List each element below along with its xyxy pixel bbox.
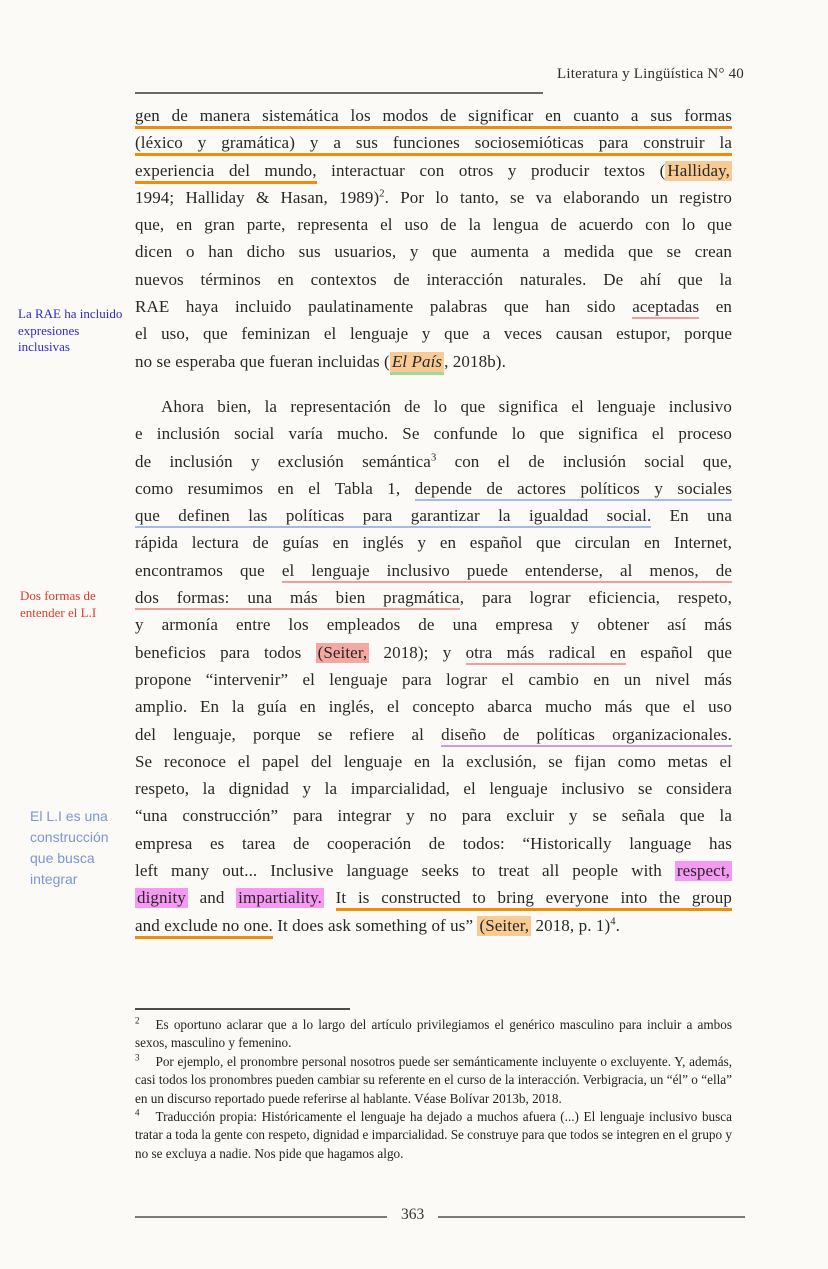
annotated-text-hl-magenta: impartiality. [238, 888, 322, 908]
text-line: del lenguaje, porque se refiere al diseño de políticas organizacionales. [135, 725, 732, 752]
annotated-text-u-orange: experiencia del mundo, [135, 161, 317, 184]
text-line: que, en gran parte, representa el uso de la lengua de acuerdo con lo que [135, 215, 732, 235]
annotated-text-u-purple: diseño de políticas organizacionales. [441, 725, 732, 747]
footnote-text: Por ejemplo, el pronombre personal nosotros puede ser semánticamente incluyente o excluyente. Y, además, casi todos los pronombres pueden cambiar su referente en el curso de la interacción. Verbigracia, un “él” o “ella” en un discurso reportado puede referirse al hablante. Véase Bolívar 2013b, 2018. [135, 1053, 732, 1106]
text-line: propone “intervenir” el lenguaje para lograr el cambio en un nivel más [135, 669, 732, 689]
footnote-number: 4 [135, 1107, 140, 1118]
text-line: e inclusión social varía mucho. Se confunde lo que significa el proceso [135, 424, 732, 444]
text-line: y armonía entre los empleados de una empresa y obtener así más [135, 615, 732, 635]
annotated-text-u-pink: aceptadas [632, 297, 699, 319]
annotated-text-u-orange: (léxico y gramática) y a sus funciones sociosemióticas para construir la [135, 133, 732, 156]
annotated-text-hl-pink: (Seiter, [317, 642, 368, 662]
text-line: el uso, que feminizan el lenguaje y que a veces causan estupor, porque [135, 324, 732, 344]
text-line: left many out... Inclusive language seeks to treat all people with respect, [135, 861, 730, 881]
paragraph [135, 397, 732, 943]
text-line: dignity and impartiality. It is constructed to bring everyone into the group [135, 888, 732, 915]
footnote-reference: 2 [379, 188, 385, 200]
margin-note-construccion: El L.I es una construcción que busca integrar [30, 808, 109, 887]
text-line: beneficios para todos (Seiter, 2018); y otra más radical en español que [135, 643, 732, 670]
text-line: “una construcción” para integrar y no para excluir y se señala que la [135, 806, 732, 826]
footnote-text: Es oportuno aclarar que a lo largo del artículo privilegiamos el genérico masculino para incluir a ambos sexos, masculino y femenino. [135, 1017, 732, 1051]
body-text [135, 106, 732, 943]
text-line: 1994; Halliday & Hasan, 1989)$^2$. Por lo tanto, se va elaborando un registro [135, 187, 732, 207]
text-line: and exclude no one. It does ask something of us” (Seiter, 2018, p. 1)$^4$. [135, 916, 732, 943]
annotated-text-u-orange: and exclude no one. [135, 916, 273, 939]
text-line: respeto, la dignidad y la imparcialidad, el lenguaje inclusivo se considera [135, 779, 732, 799]
text-line: empresa es tarea de cooperación de todos: “Historically language has [135, 833, 732, 853]
text-line: RAE haya incluido paulatinamente palabras que han sido aceptadas en [135, 297, 732, 324]
annotated-text-hl-magenta: respect, [676, 861, 730, 881]
footer-rule-left [135, 1216, 387, 1218]
footnote-reference: 4 [610, 915, 616, 927]
annotated-text-hl-orange: Halliday, [667, 160, 731, 180]
annotated-text-u-pink: otra más radical en [466, 643, 626, 665]
footnotes [135, 1016, 732, 1163]
text-line: dicen o han dicho sus usuarios, y que aumenta a medida que se crean [135, 242, 732, 262]
annotated-text-elpais: El País [390, 352, 444, 375]
text-line: como resumimos en el Tabla 1, depende de actores políticos y sociales [135, 479, 732, 506]
annotated-text-hl-magenta: dignity [137, 888, 186, 908]
annotated-text-u-orange: It is constructed to bring everyone into the group [336, 888, 732, 911]
text-line: de inclusión y exclusión semántica$^3$ con el de inclusión social que, [135, 451, 732, 471]
footnote [135, 1053, 732, 1108]
page-number: 363 [401, 1206, 425, 1223]
text-line: encontramos que el lenguaje inclusivo puede entenderse, al menos, de [135, 561, 732, 588]
text-line: Ahora bien, la representación de lo que significa el lenguaje inclusivo [161, 396, 732, 416]
annotated-text-u-blue: que definen las políticas para garantizar la igualdad social. [135, 506, 651, 528]
footnote-separator [135, 1008, 350, 1010]
footnote-number: 3 [135, 1052, 140, 1063]
text-line [135, 133, 732, 160]
footer-rule-right [438, 1216, 745, 1218]
footnote-number: 2 [135, 1015, 140, 1026]
text-line: experiencia del mundo, interactuar con otros y producir textos ( Halliday, [135, 161, 732, 188]
footnote-reference: 3 [430, 451, 437, 463]
footnote-text: Traducción propia: Históricamente el lenguaje ha dejado a muchos afuera (...) El lenguaje inclusivo busca tratar a toda la gente con respeto, dignidad e imparcialidad. Se construye para que todos se integren en el grupo y no se excluya a nadie. Nos pide que hagamos algo. [135, 1109, 732, 1161]
text-line: no se esperaba que fueran incluidas ( El País , 2018b). [135, 352, 732, 379]
footnote [135, 1108, 732, 1163]
margin-note-rae: La RAE ha incluido expresiones inclusivas [18, 306, 123, 354]
annotated-text-u-pink: el lenguaje inclusivo puede entenderse, al menos, de [282, 561, 732, 583]
footnote [135, 1016, 732, 1053]
margin-note-dos-formas: Dos formas de entender el L.I [20, 588, 97, 620]
text-line: dos formas: una más bien pragmática, para lograr eficiencia, respeto, [135, 588, 732, 615]
text-line [135, 106, 732, 133]
text-line: nuevos términos en contextos de interacción naturales. De ahí que la [135, 269, 732, 289]
header-rule [135, 92, 543, 94]
text-line: que definen las políticas para garantizar la igualdad social. En una [135, 506, 732, 533]
annotated-text-u-pink: dos formas: una más bien pragmática [135, 588, 460, 610]
page-footer [135, 1206, 745, 1228]
text-line: rápida lectura de guías en inglés y en español que circulan en Internet, [135, 533, 732, 553]
text-line: Se reconoce el papel del lenguaje en la exclusión, se fijan como metas el [135, 751, 732, 771]
journal-header: Literatura y Lingüística N° 40 [557, 66, 744, 82]
annotated-text-hl-orange: (Seiter, [479, 915, 530, 935]
text-line: amplio. En la guía en inglés, el concepto abarca mucho más que el uso [135, 697, 732, 717]
annotated-text-u-blue: depende de actores políticos y sociales [415, 479, 732, 501]
annotated-text-u-orange: gen de manera sistemática los modos de significar en cuanto a sus formas [135, 106, 732, 129]
paragraph [135, 106, 732, 379]
